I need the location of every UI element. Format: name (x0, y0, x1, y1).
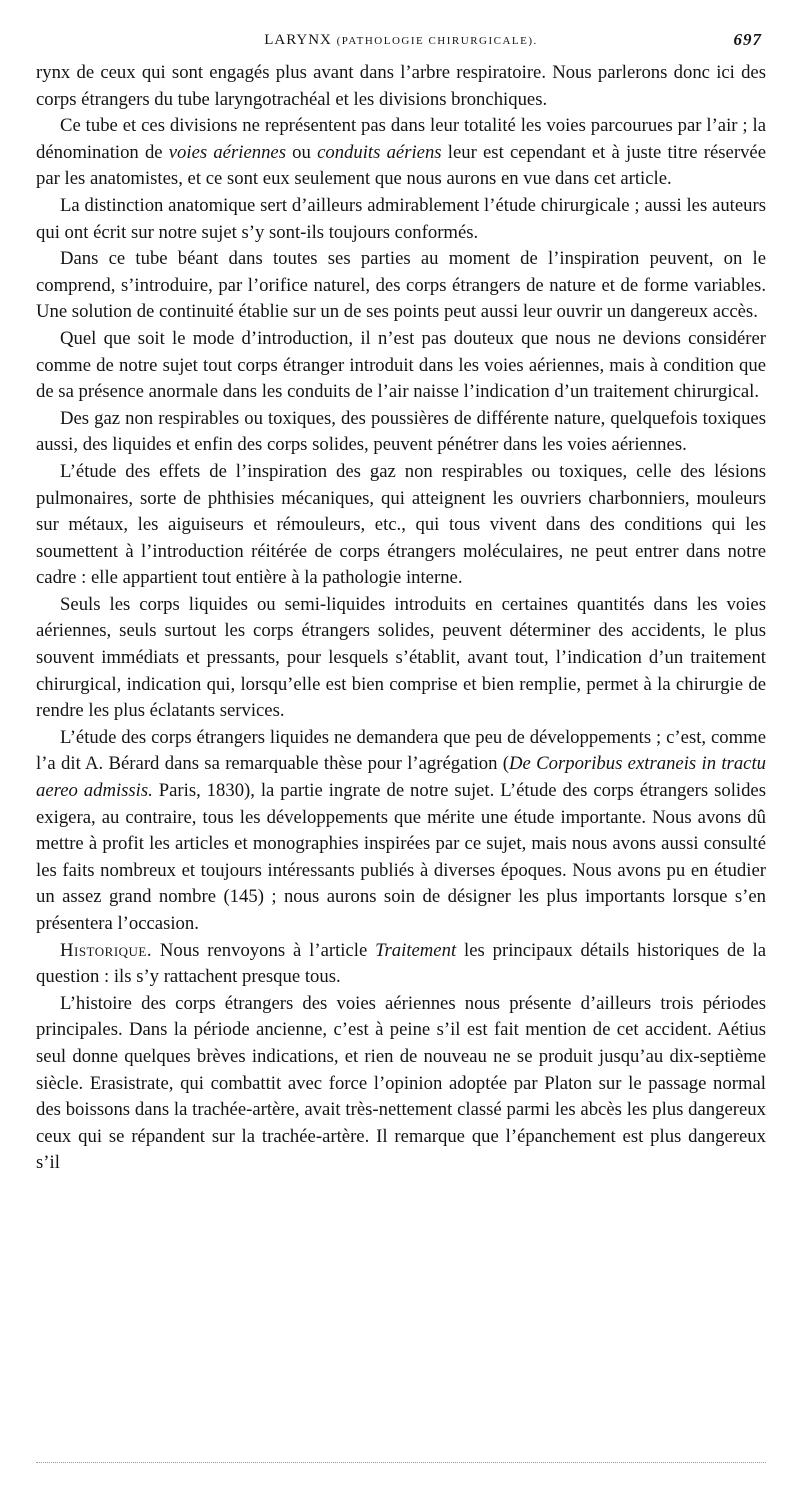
term-conduits-aeriens: conduits aériens (317, 141, 442, 163)
footer-dotted-rule (36, 1462, 766, 1463)
title-sub: (PATHOLOGIE CHIRURGICALE). (336, 35, 538, 47)
cited-thesis-title: De Corporibus extraneis in tractu aereo admissis. (36, 753, 767, 802)
paragraph-9-text-a: L’étude des corps étrangers liquides ne demandera que peu de développements ; c’est, comme l’a dit A. Bérard dans sa remarquable thèse pour l’agrégation ( (36, 726, 766, 775)
paragraph-10-text-d: les principaux détails historiques de la question : ils s’y rattachent presque tous. (36, 939, 767, 988)
running-header (36, 30, 766, 60)
paragraph-5: Quel que soit le mode d’introduction, il n’est pas douteux que nous ne devions considérer comme de notre sujet tout corps étranger introduit dans les voies aériennes, mais à condition que de sa présence anormale dans les conduits de l’air naisse l’indication d’un traitement chirurgical. (36, 327, 766, 403)
term-voies-aeriennes: voies aériennes (168, 141, 286, 163)
paragraph-10 (36, 938, 766, 991)
page-number: 697 (733, 30, 762, 49)
running-title (36, 32, 766, 49)
paragraph-3: La distinction anatomique sert d’ailleurs admirablement l’étude chirurgicale ; aussi les auteurs qui ont écrit sur notre sujet s’y sont-ils toujours conformés. (36, 194, 766, 243)
paragraph-9 (36, 725, 766, 938)
paragraph-2-text-c: ou (286, 141, 318, 163)
paragraph-2 (36, 113, 766, 193)
document-page (36, 30, 766, 1177)
paragraph-7: L’étude des effets de l’inspiration des gaz non respirables ou toxiques, celle des lésions pulmonaires, sorte de phthisies mécaniques, qui atteignent les ouvriers charbonniers, mouleurs sur métaux, les aiguiseurs et rémouleurs, etc., qui tous vivent dans des conditions qui les soumettent à l’introduction réitérée de corps étrangers moléculaires, ne peut entrer dans notre cadre : elle appartient tout entière à la pathologie interne. (36, 460, 766, 589)
title-main: LARYNX (264, 32, 332, 48)
paragraph-4: Dans ce tube béant dans toutes ses parties au moment de l’inspiration peuvent, on le comprend, s’introduire, par l’orifice naturel, des corps étrangers de nature et de forme variables. Une solution de continuité établie sur un de ses points peut aussi leur ouvrir un dangereux accès. (36, 248, 766, 323)
paragraph-9-text-c: Paris, 1830), la partie ingrate de notre sujet. L’étude des corps étrangers solides exigera, au contraire, tous les développements que mérite une étude importante. Nous avons dû mettre à profit les articles et monographies inspirées par ce sujet, mais nous avons aussi consulté les faits nombreux et toujours intéressants publiés à diverses époques. Nous avons pu en étudier un assez grand nombre (145) ; nous aurons soin de désigner les plus importants lorsque s’en présentera l’occasion. (36, 780, 766, 934)
paragraph-11: L’histoire des corps étrangers des voies aériennes nous présente d’ailleurs trois périodes principales. Dans la période ancienne, c’est à peine s’il est fait mention de cet accident. Aétius seul donne quelques brèves indications, et rien de nouveau ne se produit jusqu’au dix-septième siècle. Erasistrate, qui combattit avec force l’opinion adoptée par Platon sur le passage normal des boissons dans la trachée-artère, avait très-nettement classé parmi les abcès les plus dangereux ceux qui se répandent sur la trachée-artère. Il remarque que l’épanchement est plus dangereux s’il (36, 992, 766, 1174)
paragraph-6: Des gaz non respirables ou toxiques, des poussières de différente nature, quelquefois toxiques aussi, des liquides et enfin des corps solides, peuvent pénétrer dans les voies aériennes. (36, 407, 766, 456)
paragraph-8: Seuls les corps liquides ou semi-liquides introduits en certaines quantités dans les voies aériennes, seuls surtout les corps étrangers solides, peuvent déterminer des accidents, le plus souvent immédiats et pressants, pour lesquels s’établit, avant tout, l’indication d’un traitement chirurgical, indication qui, lorsqu’elle est bien comprise et bien remplie, permet à la chirurgie de rendre les plus éclatants services. (36, 593, 766, 722)
term-traitement: Traitement (375, 939, 457, 961)
paragraph-2-text-e: leur est cependant et à juste titre réservée par les anatomistes, et ce sont eux seulement que nous aurons en vue dans cet article. (36, 141, 767, 190)
paragraph-2-text-a: Ce tube et ces divisions ne représentent pas dans leur totalité les voies parcourues par l’air ; la dénomination de (36, 115, 766, 163)
section-heading-historique: Historique. (60, 939, 153, 961)
paragraph-1: rynx de ceux qui sont engagés plus avant dans l’arbre respiratoire. Nous parlerons donc ici des corps étrangers du tube laryngotrachéal et les divisions bronchiques. (36, 62, 766, 110)
paragraph-10-text-b: Nous renvoyons à l’article (152, 939, 376, 961)
body-text (36, 60, 766, 1177)
